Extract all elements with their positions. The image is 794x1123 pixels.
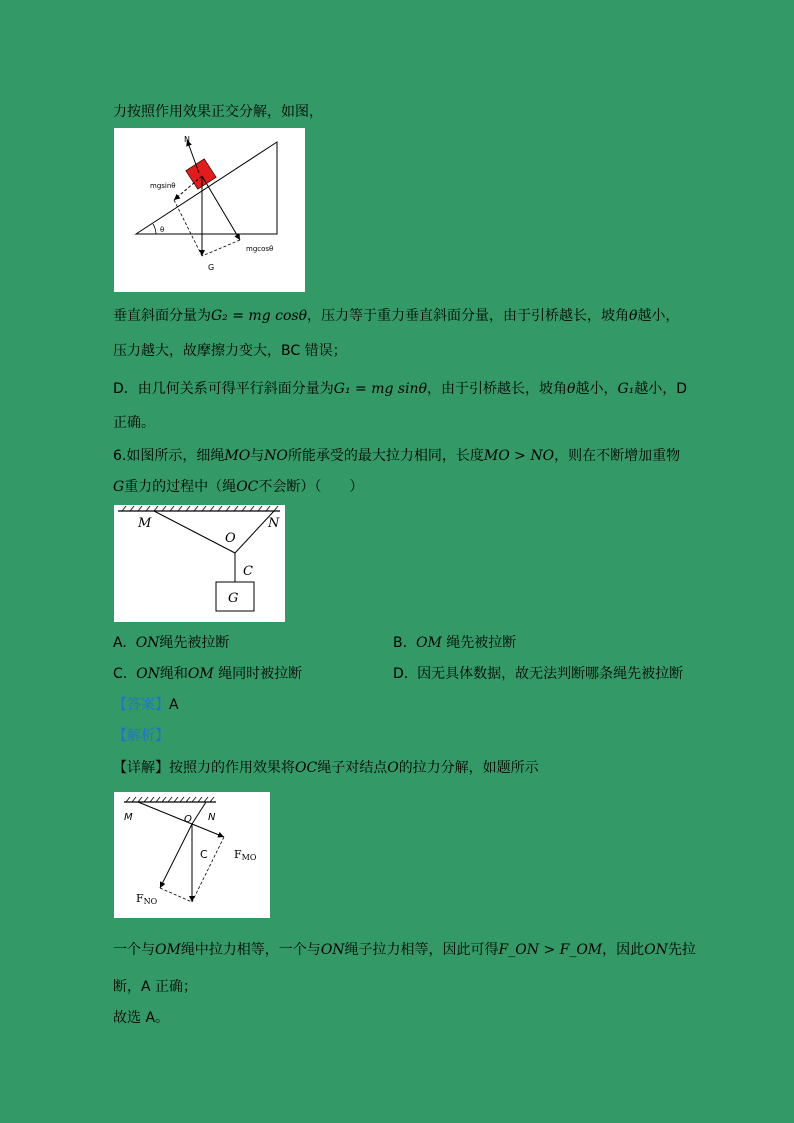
- detail-line: 【详解】按照力的作用效果将OC绳子对结点O的拉力分解，如题所示: [113, 760, 539, 776]
- rope-figure: [114, 505, 285, 622]
- label-theta: θ: [160, 226, 165, 234]
- label-g: G: [208, 263, 215, 272]
- option-c[interactable]: C. ON绳和OM 绳同时被拉断: [113, 666, 303, 682]
- label-mgsin: mgsinθ: [150, 182, 176, 190]
- conclusion-line-1: 一个与OM绳中拉力相等，一个与ON绳子拉力相等，因此可得F_ON > F_OM，因此ON先拉: [113, 942, 696, 958]
- answer-line: 【答案】A: [113, 697, 179, 713]
- label-m: M: [138, 516, 152, 531]
- label-c: C: [200, 848, 208, 861]
- conclusion-line-2: 断，A 正确；: [113, 979, 198, 995]
- label-mgcos: mgcosθ: [246, 245, 274, 253]
- label-fmo: FMO: [234, 848, 257, 862]
- label-m: M: [124, 812, 133, 823]
- label-o: O: [184, 814, 192, 825]
- paragraph-4: 正确。: [113, 415, 155, 431]
- label-fno: FNO: [136, 892, 158, 906]
- final-line: 故选 A。: [113, 1010, 170, 1026]
- option-d[interactable]: D. 因无具体数据，故无法判断哪条绳先被拉断: [393, 666, 684, 682]
- paragraph-1: 垂直斜面分量为G₂ = mg cosθ，压力等于重力垂直斜面分量，由于引桥越长，坡角θ越小，: [113, 308, 680, 324]
- paragraph-2: 压力越大，故摩擦力变大，BC 错误；: [113, 343, 347, 359]
- label-n: N: [208, 812, 216, 823]
- label-o: O: [225, 531, 236, 546]
- question-6-line-1: 6.如图所示，细绳MO与NO所能承受的最大拉力相同，长度MO > NO，则在不断增加重物: [113, 448, 681, 464]
- option-a[interactable]: A. ON绳先被拉断: [113, 635, 230, 651]
- label-c: C: [243, 564, 253, 579]
- incline-figure: [114, 128, 305, 292]
- intro-text: 力按照作用效果正交分解，如图，: [113, 104, 323, 120]
- paragraph-3: D．由几何关系可得平行斜面分量为G₁ = mg sinθ，由于引桥越长，坡角θ越小，G₁越小，D: [113, 381, 688, 397]
- label-n: N: [184, 135, 190, 144]
- option-b[interactable]: B. OM 绳先被拉断: [393, 635, 517, 651]
- label-g: G: [228, 591, 239, 606]
- analysis-tag: 【解析】: [113, 728, 169, 744]
- question-6-line-2: G重力的过程中（绳OC不会断）（ ）: [113, 479, 364, 495]
- label-n: N: [268, 516, 280, 531]
- force-decomposition-figure: [114, 792, 270, 918]
